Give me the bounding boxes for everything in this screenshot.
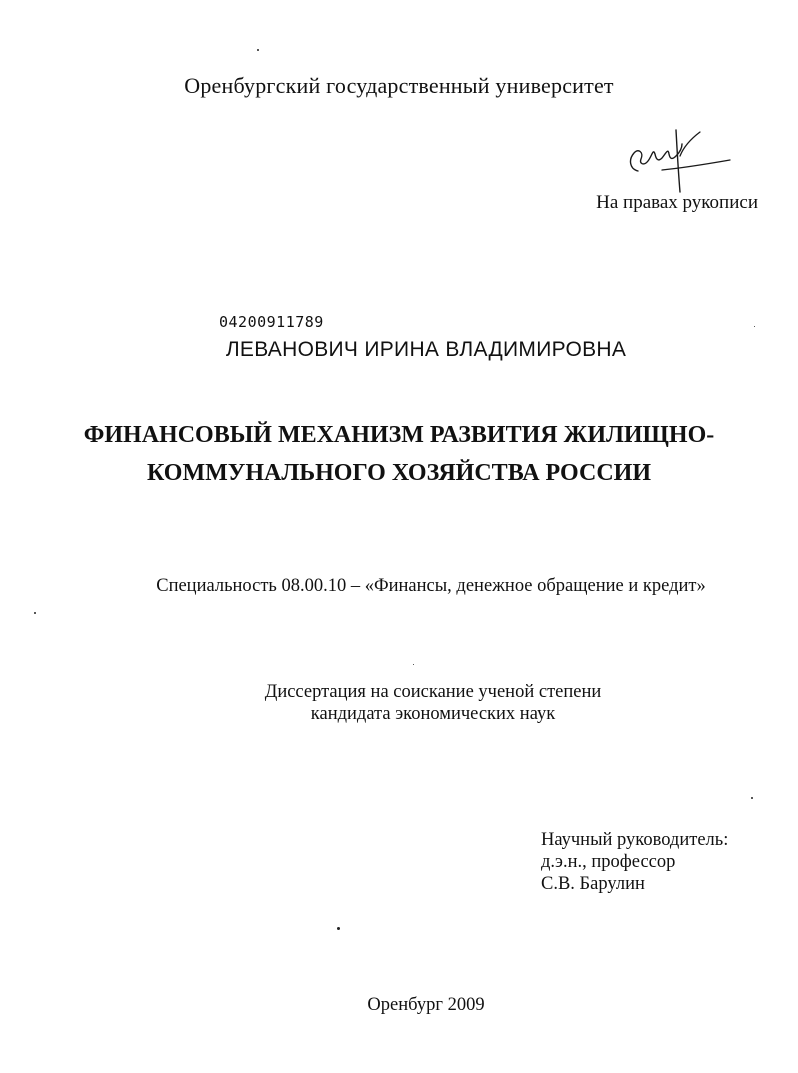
university-name: Оренбургский государственный университет bbox=[184, 73, 614, 98]
author-name: ЛЕВАНОВИЧ ИРИНА ВЛАДИМИРОВНА bbox=[225, 338, 627, 361]
scientific-advisor bbox=[541, 829, 728, 895]
record-code: 04200911789 bbox=[219, 313, 324, 331]
advisor-degree: д.э.н., профессор bbox=[541, 852, 676, 872]
city-year: Оренбург 2009 bbox=[367, 995, 485, 1015]
scan-speck bbox=[257, 49, 259, 51]
scan-speck bbox=[337, 927, 340, 930]
manuscript-rights-note: На правах рукописи bbox=[596, 192, 758, 213]
advisor-role: Научный руководитель: bbox=[541, 830, 729, 850]
degree-statement bbox=[0, 681, 798, 725]
degree-line-2: кандидата экономических наук bbox=[310, 704, 556, 724]
degree-line-1: Диссертация на соискание ученой степени bbox=[264, 682, 602, 702]
scan-speck bbox=[754, 326, 755, 327]
title-line-1: ФИНАНСОВЫЙ МЕХАНИЗМ РАЗВИТИЯ ЖИЛИЩНО- bbox=[83, 422, 715, 448]
scan-speck bbox=[751, 797, 753, 799]
title-line-2: КОММУНАЛЬНОГО ХОЗЯЙСТВА РОССИИ bbox=[147, 460, 651, 486]
specialty-line: Специальность 08.00.10 – «Финансы, денежное обращение и кредит» bbox=[156, 576, 706, 596]
author-signature bbox=[622, 126, 737, 196]
advisor-name: С.В. Барулин bbox=[541, 874, 645, 894]
dissertation-title bbox=[0, 416, 798, 492]
scan-speck bbox=[34, 612, 36, 614]
scan-speck bbox=[413, 664, 414, 665]
